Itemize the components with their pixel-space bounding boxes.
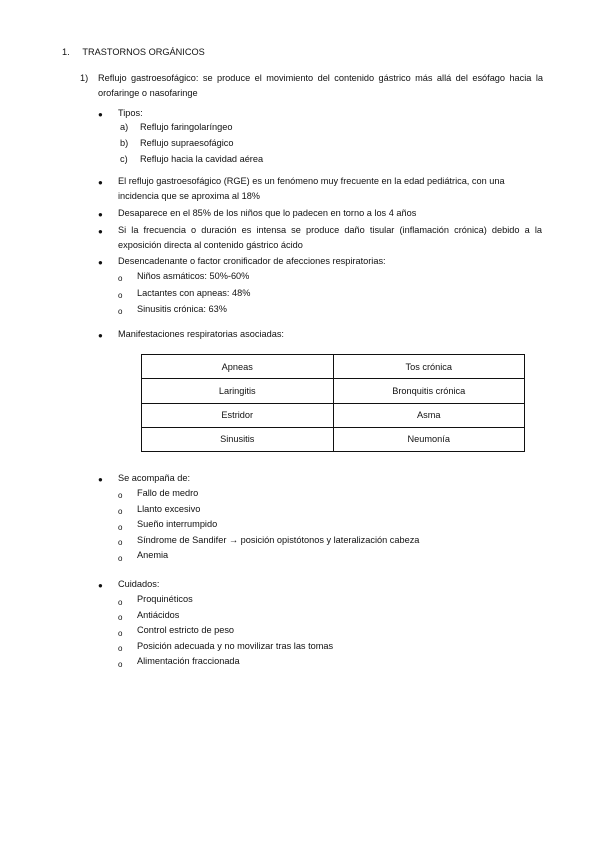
sub-letter: a) [120,122,129,132]
table-cell: Laringitis [142,379,334,403]
acompana-label: Se acompaña de: [118,473,191,483]
list-item: Proquinéticos [137,594,193,604]
circle-bullet-icon: o [118,554,123,563]
circle-bullet-icon: o [118,660,123,669]
list-item: Sueño interrumpido [137,519,218,529]
bullet-icon: ● [98,110,103,119]
circle-bullet-icon: o [118,644,123,653]
bullet-icon: ● [98,178,103,187]
item-text: Reflujo gastroesofágico: se produce el movimiento del contenido gástrico más allá del esófago hacia la orofaringe o nasofaringe [98,73,543,98]
sub-letter: c) [120,154,128,164]
sub-item: Reflujo faringolaríngeo [140,122,233,132]
table-cell: Sinusitis [142,427,334,451]
table-row [142,355,525,379]
list-item: Síndrome de Sandifer → posición opistótonos y lateralización cabeza [137,535,420,545]
table-row [142,403,525,427]
bullet-icon: ● [98,258,103,267]
list-item: Sinusitis crónica: 63% [137,304,227,314]
section-title: TRASTORNOS ORGÁNICOS [82,47,205,57]
bullet-icon: ● [98,581,103,590]
table-cell: Apneas [142,355,334,379]
item-number: 1) [80,73,89,83]
circle-bullet-icon: o [118,491,123,500]
circle-bullet-icon: o [118,523,123,532]
sub-item: Reflujo hacia la cavidad aérea [140,154,264,164]
circle-bullet-icon: o [118,629,123,638]
section-number: 1. [62,47,70,57]
desencadenante-label: Desencadenante o factor cronificador de afecciones respiratorias: [118,256,386,266]
table-cell: Asma [333,403,525,427]
circle-bullet-icon: o [118,507,123,516]
fact-text: Si la frecuencia o duración es intensa se produce daño tisular (inflamación crónica) debido a la exposición directa al contenido gástrico ácido [118,225,542,250]
list-item: Llanto excesivo [137,504,201,514]
list-item: Anemia [137,550,169,560]
sub-letter: b) [120,138,129,148]
fact-text: El reflujo gastroesofágico (RGE) es un fenómeno muy frecuente en la edad pediátrica, con una incidencia que se aproxima al 18% [118,176,505,201]
manifestaciones-table [141,354,525,452]
list-item: Lactantes con apneas: 48% [137,288,251,298]
circle-bullet-icon: o [118,291,123,300]
sub-item: Reflujo supraesofágico [140,138,234,148]
circle-bullet-icon: o [118,598,123,607]
table-row [142,427,525,451]
tipos-label: Tipos: [118,108,143,118]
list-item: Fallo de medro [137,488,199,498]
list-item: Posición adecuada y no movilizar tras las tomas [137,641,334,651]
section-heading [62,47,205,57]
circle-bullet-icon: o [118,538,123,547]
circle-bullet-icon: o [118,307,123,316]
table-cell: Neumonía [333,427,525,451]
cuidados-label: Cuidados: [118,579,160,589]
bullet-icon: ● [98,227,103,236]
table-cell: Bronquitis crónica [333,379,525,403]
table-cell: Estridor [142,403,334,427]
list-item: Antiácidos [137,610,180,620]
list-item-reflujo [80,71,543,101]
table-cell: Tos crónica [333,355,525,379]
circle-bullet-icon: o [118,613,123,622]
bullet-icon: ● [98,475,103,484]
table-row [142,379,525,403]
list-item: Niños asmáticos: 50%-60% [137,271,250,281]
circle-bullet-icon: o [118,274,123,283]
bullet-icon: ● [98,210,103,219]
manifestaciones-label: Manifestaciones respiratorias asociadas: [118,329,284,339]
fact-text: Desaparece en el 85% de los niños que lo padecen en torno a los 4 años [118,208,417,218]
list-item: Alimentación fraccionada [137,656,240,666]
bullet-icon: ● [98,331,103,340]
list-item: Control estricto de peso [137,625,235,635]
